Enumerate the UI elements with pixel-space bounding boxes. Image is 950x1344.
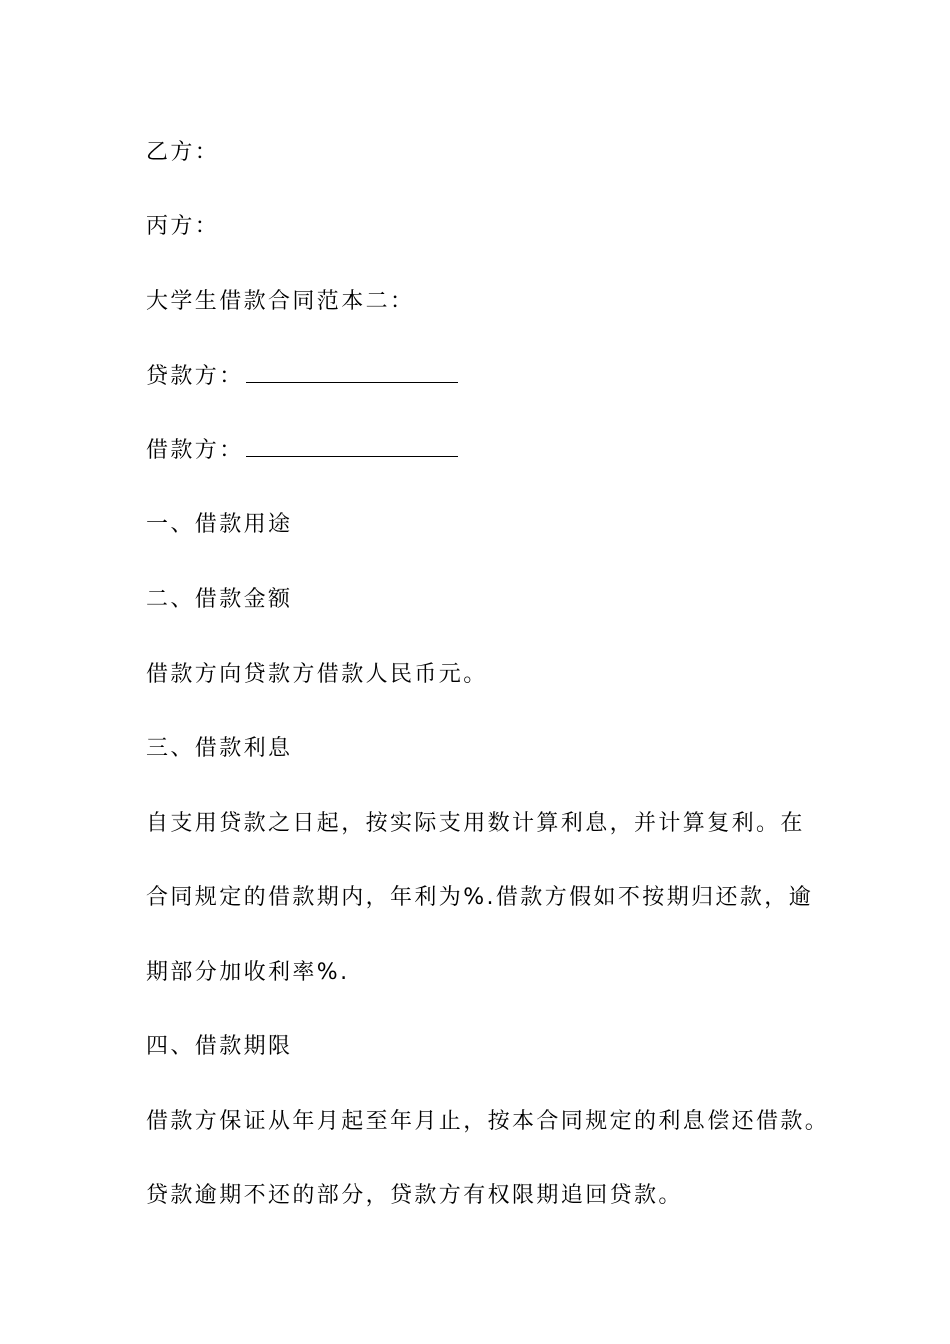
lender-label: 贷款方： (146, 364, 244, 389)
borrower-line (146, 436, 458, 466)
borrower-blank (246, 455, 458, 457)
clause-3-heading: 三、借款利息 (146, 736, 293, 761)
lender-blank (246, 381, 458, 383)
clause-2-text: 借款方向贷款方借款人民币元。 (146, 662, 488, 687)
clause-4-heading: 四、借款期限 (146, 1034, 293, 1059)
party-b-label: 乙方： (146, 140, 220, 165)
clause-3-text-line-3: 期部分加收利率%. (146, 960, 350, 985)
lender-line (146, 362, 458, 392)
clause-4-text-line-1: 借款方保证从年月起至年月止，按本合同规定的利息偿还借款。 (146, 1109, 830, 1134)
section-title: 大学生借款合同范本二： (146, 289, 415, 314)
clause-4-text-line-2: 贷款逾期不还的部分，贷款方有权限期追回贷款。 (146, 1183, 683, 1208)
borrower-label: 借款方： (146, 438, 244, 463)
clause-3-text-line-2: 合同规定的借款期内，年利为%.借款方假如不按期归还款，逾 (146, 885, 814, 910)
clause-2-heading: 二、借款金额 (146, 587, 293, 612)
party-c-label: 丙方： (146, 214, 220, 239)
clause-1-heading: 一、借款用途 (146, 512, 293, 537)
clause-3-text-line-1: 自支用贷款之日起，按实际支用数计算利息，并计算复利。在 (146, 811, 805, 836)
